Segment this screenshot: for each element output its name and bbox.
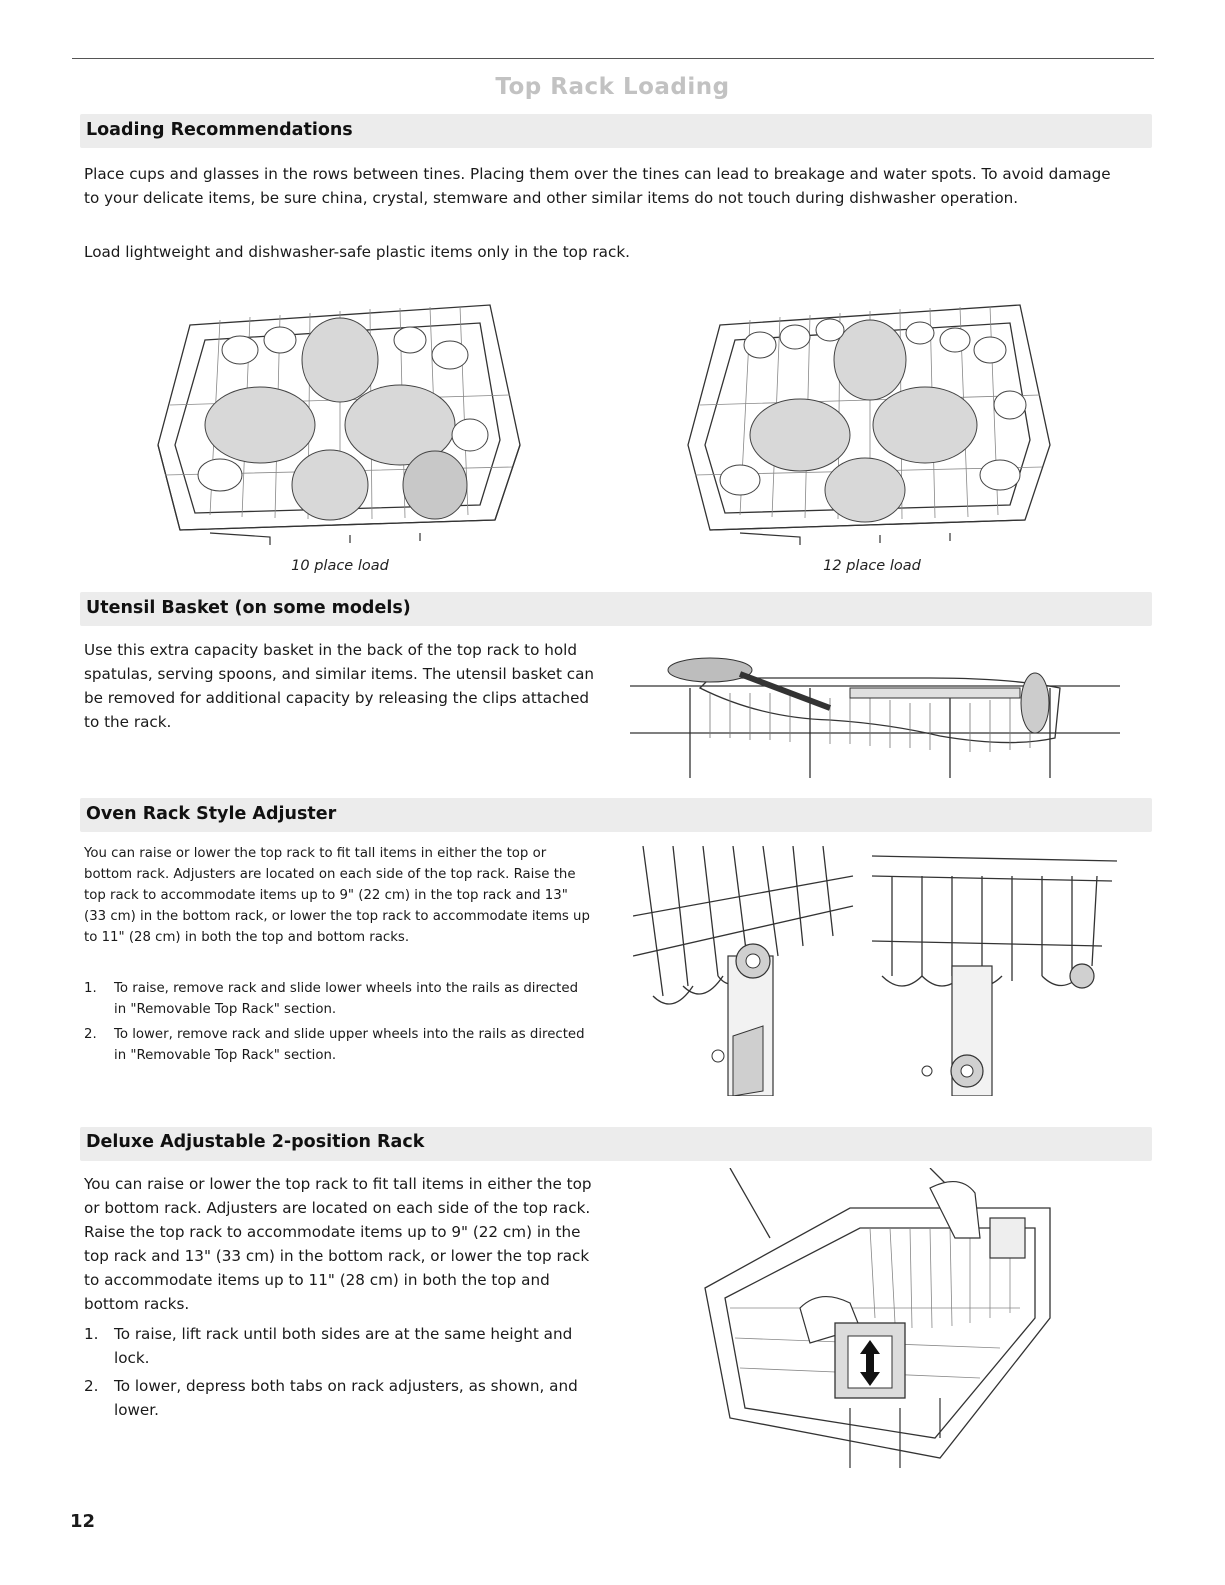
figure-deluxe-rack-adjuster	[700, 1168, 1060, 1468]
deluxe-paragraph: You can raise or lower the top rack to fit tall items in either the top or bottom rack. Adjusters are located on each side of the top rack. Raise the top rack to accommodate items up to 9" (22 cm) in the top rack and 13" (33 cm) in the bottom rack, or lower the top rack to accommodate items up to 11" (28 cm) in both the top and bottom racks.	[84, 1175, 592, 1313]
deluxe-steps-list	[84, 1322, 604, 1422]
figure-12-place-load	[680, 285, 1060, 545]
loading-paragraph-1: Place cups and glasses in the rows between tines. Placing them over the tines can lead to breakage and water spots. To avoid damage to your delicate items, be sure china, crystal, stemware and other similar items do not touch during dishwasher operation.	[84, 165, 1111, 207]
oven-step-2: 2. To lower, remove rack and slide upper wheels into the rails as directed in "Removable Top Rack" section.	[84, 1027, 585, 1063]
caption-12-place-load: 12 place load	[823, 558, 921, 574]
heading-oven-rack-style-adjuster: Oven Rack Style Adjuster	[86, 804, 337, 824]
deluxe-step-2: 2. To lower, depress both tabs on rack adjusters, as shown, and lower.	[84, 1377, 578, 1419]
page-title: Top Rack Loading	[495, 74, 730, 100]
heading-deluxe-adjustable-rack: Deluxe Adjustable 2-position Rack	[86, 1132, 425, 1152]
utensil-paragraph: Use this extra capacity basket in the back of the top rack to hold spatulas, serving spoons, and similar items. The utensil basket can be removed for additional capacity by releasing the clips attached to the rack.	[84, 641, 595, 731]
heading-utensil-basket: Utensil Basket (on some models)	[86, 598, 411, 618]
figure-oven-adjuster-left	[633, 846, 858, 1096]
figure-oven-adjuster-right	[872, 846, 1122, 1096]
caption-10-place-load: 10 place load	[291, 558, 389, 574]
deluxe-step-1: 1. To raise, lift rack until both sides are at the same height and lock.	[84, 1325, 573, 1367]
oven-step-1: 1. To raise, remove rack and slide lower wheels into the rails as directed in "Removable Top Rack" section.	[84, 981, 579, 1017]
top-rule	[72, 58, 1154, 59]
figure-utensil-basket	[630, 648, 1125, 783]
oven-steps-list	[84, 978, 594, 1066]
figure-10-place-load	[150, 285, 530, 545]
oven-paragraph: You can raise or lower the top rack to fit tall items in either the top or bottom rack. Adjusters are located on each side of the top rack. Raise the top rack to accommodate items up to 9" (22 cm) in the top rack and 13" (33 cm) in the bottom rack, or lower the top rack to accommodate items up to 11" (28 cm) in both the top and bottom racks.	[84, 846, 590, 945]
page-number: 12	[70, 1511, 96, 1532]
loading-paragraph-2: Load lightweight and dishwasher-safe plastic items only in the top rack.	[84, 243, 630, 261]
heading-loading-recommendations: Loading Recommendations	[86, 120, 353, 140]
